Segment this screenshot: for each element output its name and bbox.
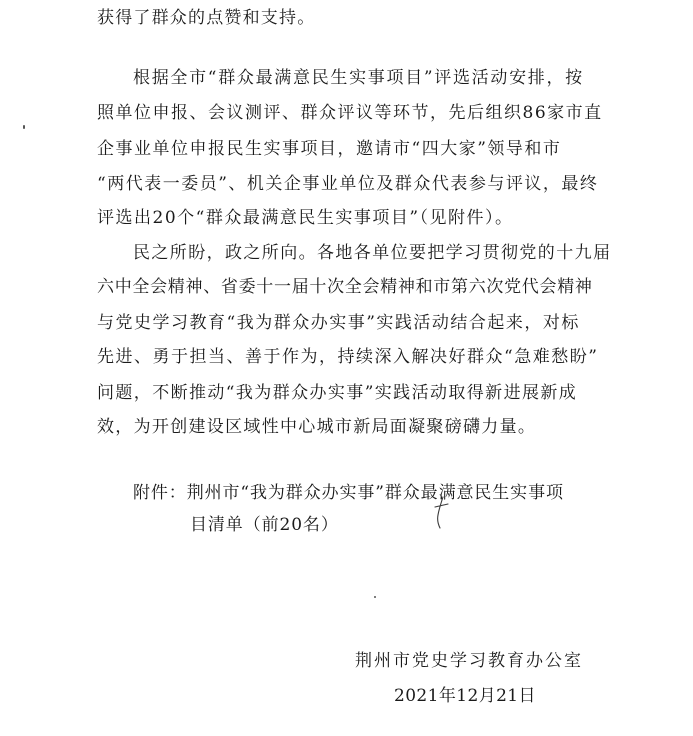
scan-speck xyxy=(374,596,376,598)
signature-date: 2021年12月21日 xyxy=(394,686,536,706)
body-line-4: 企事业单位申报民生实事项目，邀请市“四大家”领导和市 xyxy=(97,139,562,159)
body-line-3: 照单位申报、会议测评、群众评议等环节，先后组织86家市直 xyxy=(97,103,603,123)
body-line-6: 评选出20个“群众最满意民生实事项目”（见附件）。 xyxy=(97,208,514,228)
body-line-11: 问题，不断推动“我为群众办实事”实践活动取得新进展新成 xyxy=(97,383,578,403)
body-line-10: 先进、勇于担当、善于作为，持续深入解决好群众“急难愁盼” xyxy=(97,347,599,367)
body-line-9: 与党史学习教育“我为群众办实事”实践活动结合起来，对标 xyxy=(97,313,580,333)
body-line-1: 获得了群众的点赞和支持。 xyxy=(97,8,316,28)
handwritten-mark xyxy=(429,495,451,531)
scan-speck xyxy=(23,125,25,129)
body-line-5: “两代表一委员”、机关企事业单位及群众代表参与评议，最终 xyxy=(97,174,599,194)
attachment-line-1: 附件：荆州市“我为群众办实事”群众最满意民生实事项 xyxy=(133,483,564,503)
body-line-8: 六中全会精神、省委十一届十次全会精神和市第六次党代会精神 xyxy=(97,277,593,297)
attachment-line-2: 目清单（前20名） xyxy=(190,515,339,535)
body-line-7: 民之所盼，政之所向。各地各单位要把学习贯彻党的十九届 xyxy=(133,243,612,263)
body-line-2: 根据全市“群众最满意民生实事项目”评选活动安排，按 xyxy=(133,68,584,88)
signature-organization: 荆州市党史学习教育办公室 xyxy=(355,651,583,671)
body-line-12: 效，为开创建设区域性中心城市新局面凝聚磅礴力量。 xyxy=(97,417,537,437)
